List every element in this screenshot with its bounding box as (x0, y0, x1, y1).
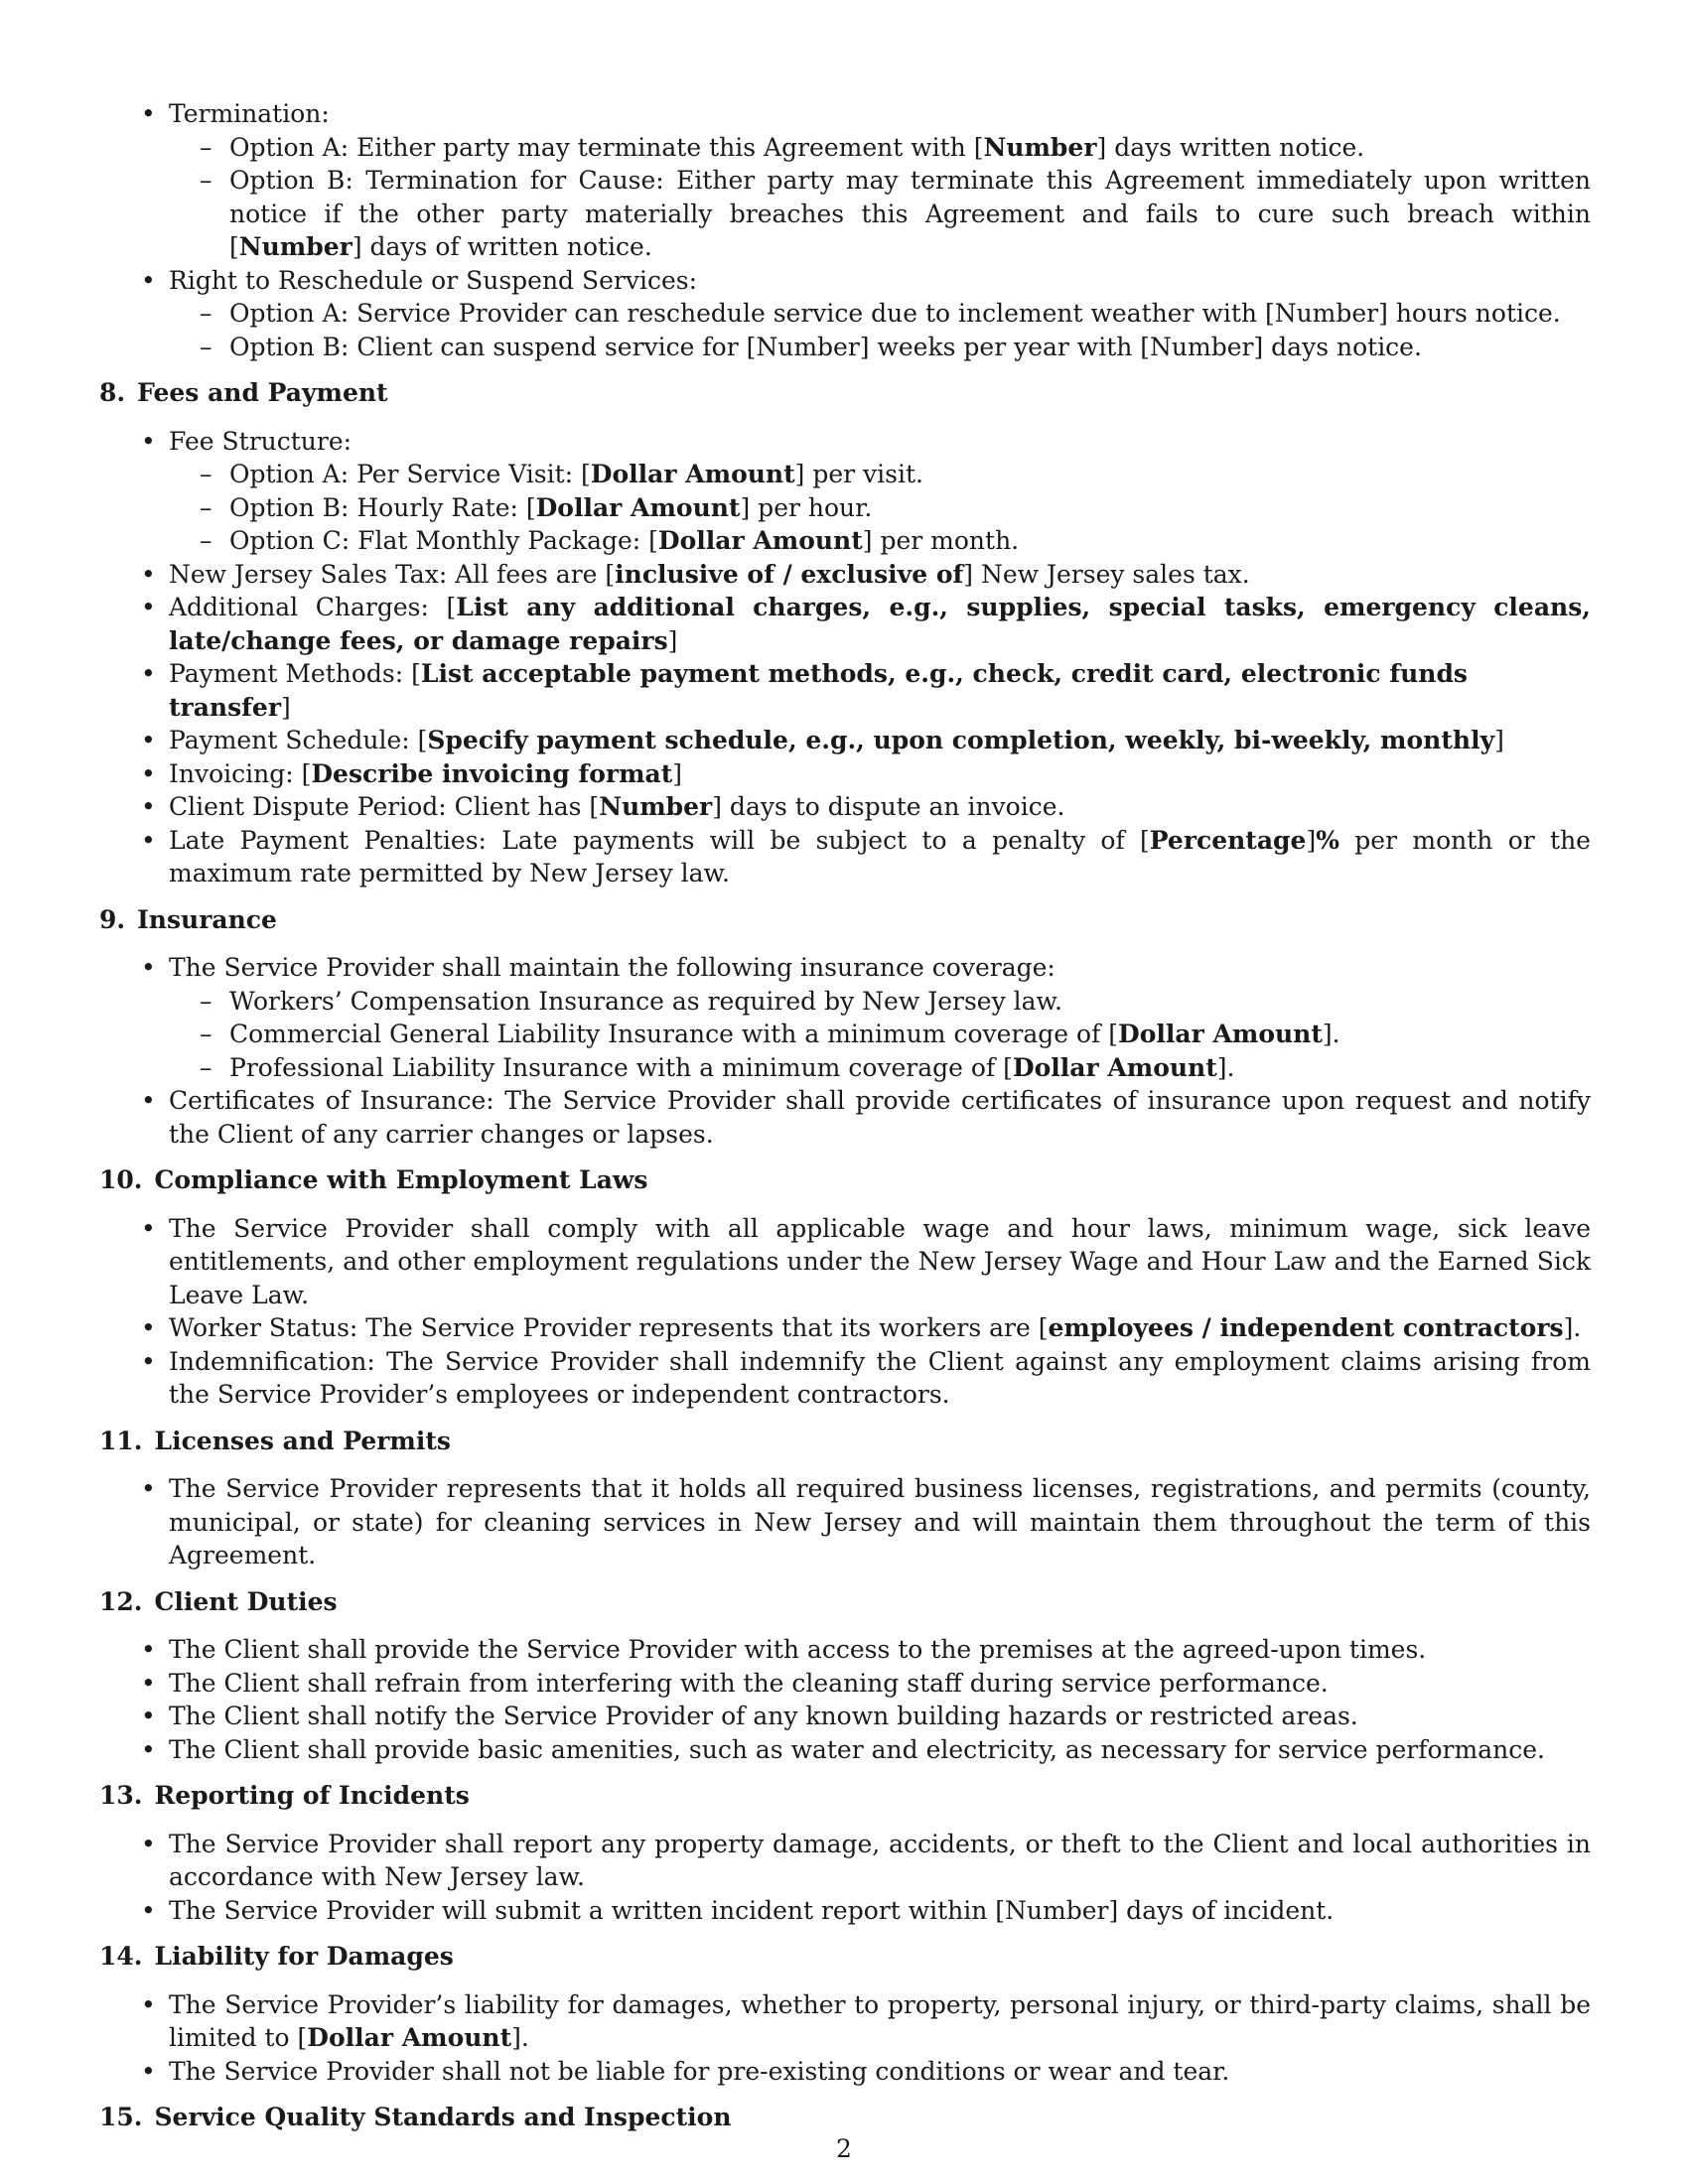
bullet-icon: • (141, 1474, 156, 1503)
dash-icon: – (200, 166, 212, 195)
bullet-icon: • (141, 99, 156, 128)
dash-icon: – (200, 1052, 212, 1082)
document-page (99, 97, 1591, 2149)
incidents-list (99, 1828, 1591, 1928)
list-item: • The Client shall notify the Service Provider of any known building hazards or restricted areas. (169, 1700, 1591, 1733)
dash-icon: – (200, 132, 212, 162)
fees-list (99, 425, 1591, 890)
bullet-icon: • (141, 593, 156, 621)
list-item: • The Client shall provide the Service Provider with access to the premises at the agreed-upon times. (169, 1633, 1591, 1667)
bullet-icon: • (141, 953, 156, 982)
list-item: • Client Dispute Period: Client has [Number] days to dispute an invoice. (169, 790, 1591, 824)
dash-icon: – (200, 299, 212, 328)
licenses-list (99, 1472, 1591, 1572)
liability-list (99, 1988, 1591, 2089)
list-item: – Professional Liability Insurance with a minimum coverage of [Dollar Amount]. (229, 1051, 1591, 1085)
bullet-icon: • (141, 1668, 156, 1698)
list-item: • Invoicing: [Describe invoicing format] (169, 757, 1591, 791)
section-heading-incidents: 13. Reporting of Incidents (99, 1781, 470, 1810)
list-item: • Payment Methods: [List acceptable payment methods, e.g., check, credit card, electronic funds transfer] (141, 659, 1469, 722)
list-item: • The Service Provider will submit a written incident report within [Number] days of incident. (169, 1894, 1591, 1928)
list-item: • The Client shall refrain from interfering with the cleaning staff during service performance. (169, 1667, 1591, 1701)
section-heading-employment: 10. Compliance with Employment Laws (99, 1165, 648, 1194)
section-heading-fees: 8. Fees and Payment (99, 378, 388, 407)
list-item: • The Service Provider shall comply with all applicable wage and hour laws, minimum wage, sick leave entitlements, and other employment regulations under the New Jersey Wage and Hour Law and the Earned Sick Leave Law. (141, 1213, 1591, 1309)
bullet-icon: • (141, 1213, 156, 1243)
bullet-icon: • (141, 1313, 156, 1342)
dash-icon: – (200, 986, 212, 1016)
list-item: – Option B: Hourly Rate: [Dollar Amount] per hour. (229, 491, 1591, 525)
bullet-icon: • (141, 792, 156, 821)
section-heading-client-duties: 12. Client Duties (99, 1586, 338, 1616)
list-item: • Worker Status: The Service Provider represents that its workers are [employees / independent contractors]. (169, 1311, 1591, 1345)
list-item: – Workers’ Compensation Insurance as required by New Jersey law. (229, 985, 1591, 1019)
list-item: • Termination: – Option A: Either party may terminate this Agreement with [Number] days written notice. – Option B: Termination for Cause: Either party may terminate this Agreement immediately upon written notice if the other party materially breaches this Agreement and fails to cure such breach within [Number] days of written notice. (169, 97, 1591, 264)
list-item: • The Service Provider shall report any property damage, accidents, or theft to the Client and local authorities in accordance with New Jersey law. (141, 1829, 1591, 1891)
dash-icon: – (200, 1020, 212, 1048)
list-item: – Option B: Termination for Cause: Either party may terminate this Agreement immediately upon written notice if the other party materially breaches this Agreement and fails to cure such breach within [Number] days of written notice. (200, 166, 1591, 261)
list-item: – Option A: Service Provider can reschedule service due to inclement weather with [Number] hours notice. (229, 297, 1591, 331)
list-item: • Additional Charges: [List any additional charges, e.g., supplies, special tasks, emergency cleans, late/change fees, or damage repairs] (141, 593, 1591, 655)
page-number: 2 (836, 2134, 852, 2163)
dash-icon: – (200, 460, 212, 488)
section-heading-quality: 15. Service Quality Standards and Inspection (99, 2103, 732, 2131)
insurance-list (99, 951, 1591, 1151)
list-item: • The Service Provider represents that it holds all required business licenses, registrations, and permits (county, municipal, or state) for cleaning services in New Jersey and will maintain them throughout the term of this Agreement. (141, 1474, 1591, 1570)
list-item: • Indemnification: The Service Provider shall indemnify the Client against any employment claims arising from the Service Provider’s employees or independent contractors. (141, 1346, 1591, 1409)
list-item: – Option A: Per Service Visit: [Dollar Amount] per visit. (229, 458, 1591, 491)
section-heading-licenses: 11. Licenses and Permits (99, 1426, 451, 1455)
bullet-icon: • (141, 1829, 156, 1858)
bullet-icon: • (141, 265, 156, 295)
list-item: • Right to Reschedule or Suspend Services: – Option A: Service Provider can reschedule service due to inclement weather with [Number] hours notice. – Option B: Client can suspend service for [Number] weeks per year with [Number] days notice. (169, 264, 1591, 364)
employment-list (99, 1212, 1591, 1412)
bullet-icon: • (141, 1346, 156, 1376)
bullet-icon: • (141, 1734, 156, 1764)
dash-icon: – (200, 526, 212, 555)
list-item: • Payment Schedule: [Specify payment schedule, e.g., upon completion, weekly, bi-weekly, monthly] (169, 724, 1591, 757)
list-item: • The Service Provider shall maintain the following insurance coverage: – Workers’ Compensation Insurance as required by New Jersey law. – Commercial General Liability Insurance with a minimum coverage of [Dollar Amount]. – Professional Liability Insurance with a minimum coverage of [Dollar Amount]. (169, 951, 1591, 1084)
list-item: • The Service Provider shall not be liable for pre-existing conditions or wear and tear. (169, 2055, 1591, 2089)
bullet-icon: • (141, 758, 156, 788)
list-item: • Late Payment Penalties: Late payments will be subject to a penalty of [Percentage]% per month or the maximum rate permitted by New Jersey law. (141, 825, 1591, 887)
termination-list (99, 97, 1591, 363)
bullet-icon: • (141, 726, 156, 754)
list-item: • The Service Provider’s liability for damages, whether to property, personal injury, or third-party claims, shall be limited to [Dollar Amount]. (141, 1989, 1591, 2052)
bullet-icon: • (141, 1895, 156, 1925)
bullet-icon: • (141, 1635, 156, 1664)
bullet-icon: • (141, 2056, 156, 2086)
bullet-icon: • (141, 1702, 156, 1730)
list-item: • The Client shall provide basic amenities, such as water and electricity, as necessary for service performance. (169, 1733, 1591, 1767)
client-duties-list (99, 1633, 1591, 1766)
list-item: – Option A: Either party may terminate this Agreement with [Number] days written notice. (229, 131, 1591, 165)
list-item: • New Jersey Sales Tax: All fees are [inclusive of / exclusive of] New Jersey sales tax. (169, 558, 1591, 592)
bullet-icon: • (141, 1989, 156, 2019)
bullet-icon: • (141, 1086, 156, 1115)
bullet-icon: • (141, 559, 156, 589)
bullet-icon: • (141, 426, 156, 456)
dash-icon: – (200, 332, 212, 361)
list-item: – Option B: Client can suspend service for [Number] weeks per year with [Number] days notice. (229, 331, 1591, 364)
bullet-icon: • (141, 659, 156, 688)
bullet-icon: • (141, 825, 156, 855)
list-item: • Fee Structure: – Option A: Per Service Visit: [Dollar Amount] per visit. – Option B: Hourly Rate: [Dollar Amount] per hour. – Option C: Flat Monthly Package: [Dollar Amount] per month. (169, 425, 1591, 558)
section-heading-liability: 14. Liability for Damages (99, 1942, 454, 1971)
list-item: – Option C: Flat Monthly Package: [Dollar Amount] per month. (229, 524, 1591, 558)
list-item: – Commercial General Liability Insurance with a minimum coverage of [Dollar Amount]. (229, 1018, 1591, 1051)
section-heading-insurance: 9. Insurance (99, 904, 277, 934)
dash-icon: – (200, 492, 212, 522)
list-item: • Certificates of Insurance: The Service Provider shall provide certificates of insurance upon request and notify the Client of any carrier changes or lapses. (141, 1086, 1591, 1149)
